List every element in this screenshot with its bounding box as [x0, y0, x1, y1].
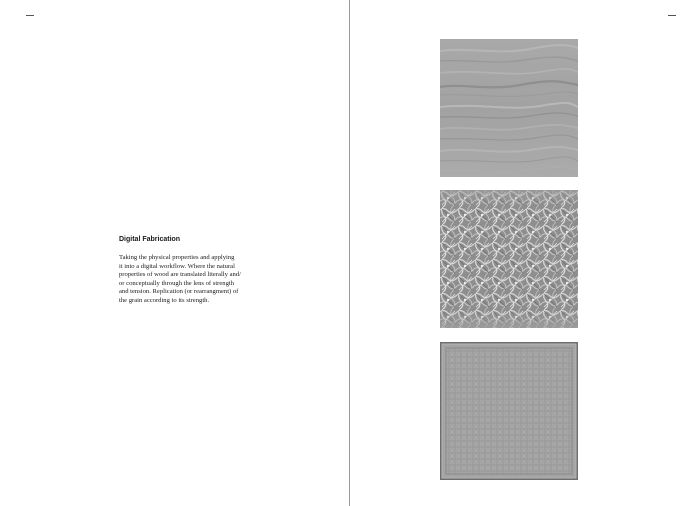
patterned-panel-image — [440, 342, 578, 480]
section-body: Taking the physical properties and applying it into a digital workflow. Where the natural properties of wood are translated literally and/ or conceptually through the lens of strength and tension. Replication (or rearrangment) of the grain according to its strength. — [119, 254, 241, 304]
woven-mesh-image — [440, 190, 578, 328]
crop-mark-left — [26, 15, 34, 16]
crop-mark-right — [668, 15, 676, 16]
section-heading: Digital Fabrication — [119, 236, 181, 243]
wood-grain-graphic — [440, 39, 578, 177]
wood-grain-image — [440, 39, 578, 177]
section-text-block — [119, 235, 269, 306]
woven-mesh-graphic — [440, 190, 578, 328]
page-gutter-line — [349, 0, 350, 506]
patterned-panel-graphic — [440, 342, 578, 480]
